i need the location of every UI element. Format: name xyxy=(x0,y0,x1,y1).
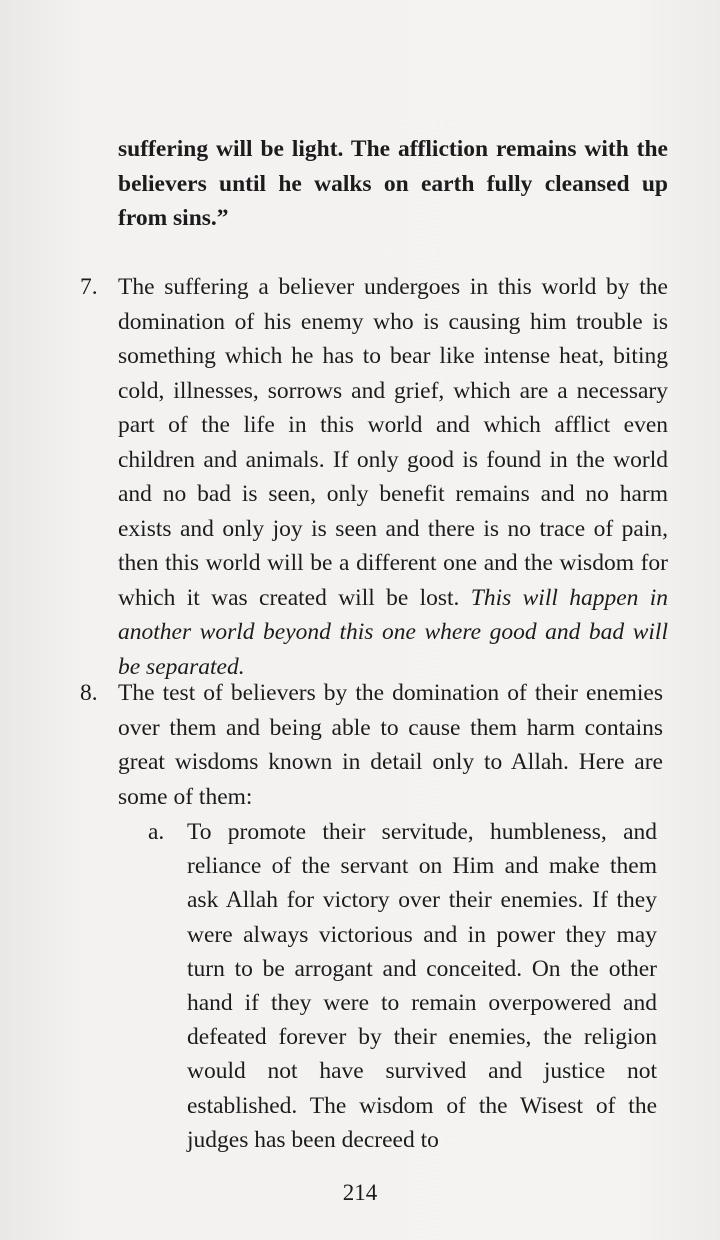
page-number: 214 xyxy=(342,1180,378,1205)
sub-list-letter-a: a. xyxy=(148,819,165,845)
sub-list-item-a-text: To promote their servitude, humbleness, and reliance of the servant on Him and make them ask Allah for victory over their enemies. If they were always victorious and in power they may turn to be arrogant and conceited. On the other hand if they were to remain overpowered and defeated forever by their enemies, the religion would not have survived and justice not established. The wisdom of the Wisest of the judges has been decreed to xyxy=(187,819,657,1153)
list-item-7-text: The suffering a believer undergoes in this world by the domination of his enemy who is causing him trouble is something which he has to bear like intense heat, biting cold, illnesses, sorrows and grief, which are a necessary part of the life in this world and which afflict even children and animals. If only good is found in the world and no bad is seen, only benefit remains and no harm exists and only joy is seen and there is no trace of pain, then this world will be a different one and the wisdom for which it was created will be lost. xyxy=(118,274,668,611)
list-item-8-text: The test of believers by the domination of their enemies over them and being able to cause them harm contains great wisdoms known in detail only to Allah. Here are some of them: xyxy=(118,680,663,810)
list-item-7-body xyxy=(118,270,668,684)
list-number-7: 7. xyxy=(80,274,98,300)
list-item-7-italic-text: This will happen in another world beyond this one where good and bad will be separated. xyxy=(118,584,668,680)
continuation-paragraph: suffering will be light. The affliction remains with the believers until he walks on earth fully cleansed up from sins.” xyxy=(118,136,668,231)
list-number-8: 8. xyxy=(80,680,98,706)
